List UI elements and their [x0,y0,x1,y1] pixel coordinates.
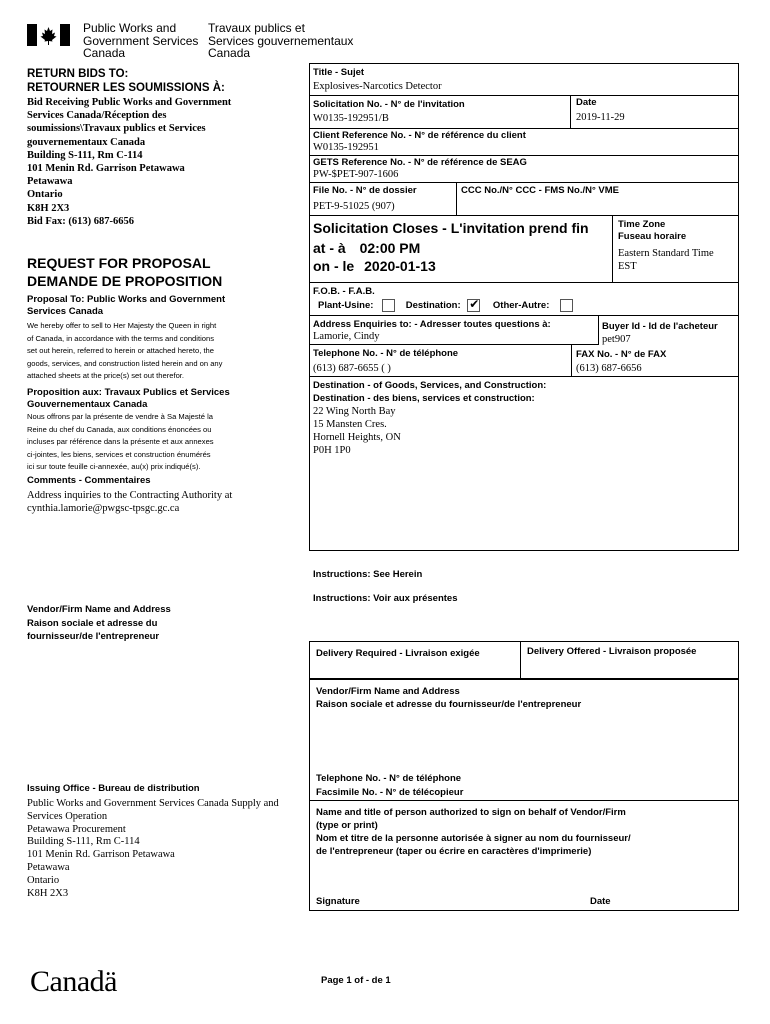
vendor-label-fr: Raison sociale et adresse du fournisseur/de l'entrepreneur [316,698,582,710]
rfp-title-en: REQUEST FOR PROPOSAL [27,255,211,271]
on-label: on - le [313,258,355,274]
proposal-text-line: goods, services, and construction listed herein and on any [27,358,223,368]
destination-goods-label [313,380,546,405]
destination-line: P0H 1P0 [313,445,351,456]
other-checkbox[interactable] [560,299,573,312]
proposal-to-line: Proposal To: Public Works and Government [27,294,226,305]
fax-label: FAX No. - N° de FAX [576,349,667,360]
address-line: 101 Menin Rd. Garrison Petawawa [27,163,185,175]
solicitation-no-label: Solicitation No. - N° de l'invitation [313,99,465,110]
dept-fr-line: Travaux publics et [208,21,305,35]
issuing-line: K8H 2X3 [27,887,69,899]
address-line: Petawawa [27,176,73,188]
proposal-to-label [27,294,225,317]
proposition-text [27,411,214,474]
auth-line: Nom et titre de la personne autorisée à signer au nom du fournisseur/ [316,833,631,844]
closing-date [313,258,436,274]
solicitation-no-value[interactable]: W0135-192951/B [313,113,389,124]
telephone-label: Telephone No. - N° de téléphone [313,348,459,359]
proposition-label [27,387,230,410]
file-no-label: File No. - N° de dossier [313,185,417,196]
destination-checkbox[interactable] [467,299,480,312]
destination-line: 22 Wing North Bay [313,406,396,417]
address-line: gouvernementaux Canada [27,136,146,148]
destination-label-fr: Destination - des biens, services et construction: [313,392,535,404]
issuing-line: Services Operation [27,810,108,822]
return-bids-title-en: RETURN BIDS TO: [27,68,129,80]
address-enquiries-label: Address Enquiries to: - Adresser toutes questions à: [313,319,551,330]
vendor-firm-label-left [27,603,171,644]
page-number: Page 1 of - de 1 [321,975,391,986]
instructions-en: Instructions: See Herein [313,569,423,580]
plant-label: Plant-Usine: [318,300,374,312]
destination-address[interactable] [313,405,401,457]
time-zone-fr: Fuseau horaire [618,231,687,242]
dept-en-line: Government Services [83,33,199,48]
proposition-line: Proposition aux: Travaux Publics et Services [27,387,230,398]
proposal-text-line: set out herein, referred to herein or attached hereto, the [27,346,215,356]
closing-time-value[interactable]: 02:00 PM [359,240,421,256]
bid-fax: Bid Fax: (613) 687-6656 [27,215,135,227]
client-reference-label: Client Reference No. - N° de référence du client [313,130,526,141]
vendor-label-line: Vendor/Firm Name and Address [27,604,171,615]
return-bids-title [27,67,225,95]
client-reference-value[interactable]: W0135-192951 [313,142,379,153]
auth-line: (type or print) [316,820,378,831]
plant-checkbox[interactable] [382,299,395,312]
vendor-contact-labels [316,772,463,799]
contracting-email: cynthia.lamorie@pwgsc-tpsgc.gc.ca [27,502,180,514]
comments-line: Address inquiries to the Contracting Authority at [27,490,233,501]
canada-wordmark-text: Canadä [30,965,117,998]
department-name-en [83,22,198,60]
vendor-firm-label [316,686,581,711]
address-line: soumissions\Travaux publics et Services [27,123,206,135]
time-zone-en: Time Zone [618,219,666,230]
address-line: K8H 2X3 [27,202,70,214]
title-label: Title - Sujet [313,67,365,78]
buyer-id-value[interactable]: pet907 [602,334,631,345]
proposition-text-line: Nous offrons par la présente de vendre à Sa Majesté la [27,412,214,421]
destination-label: Destination: [405,300,461,312]
issuing-line: Ontario [27,874,60,886]
signature-date-label[interactable]: Date [590,896,611,907]
dept-fr-line: Canada [208,46,251,60]
destination-line: Hornell Heights, ON [313,432,401,443]
issuing-line: Building S-111, Rm C-114 [27,836,140,848]
issuing-line: Public Works and Government Services Canada Supply and [27,798,279,809]
date-label: Date [576,97,597,108]
time-zone-value[interactable] [618,247,714,273]
delivery-offered-label[interactable]: Delivery Offered - Livraison proposée [527,646,697,657]
fob-options [318,299,573,312]
fax-value[interactable]: (613) 687-6656 [576,363,642,374]
time-zone-label [618,219,686,243]
return-bids-address [27,96,231,228]
proposition-text-line: ici sur toute feuille ci-annexée, au(x) prix indiqué(s). [27,462,201,472]
vendor-telephone-label: Telephone No. - N° de téléphone [316,773,462,784]
telephone-value[interactable]: (613) 687-6655 ( ) [313,363,391,374]
proposition-text-line: ci-jointes, les biens, services et construction énumérés [27,449,211,459]
ccc-no-label: CCC No./N° CCC - FMS No./N° VME [461,185,620,196]
canada-flag-icon [27,24,70,46]
check-mark-icon: ✔ [469,297,480,311]
auth-line: de l'entrepreneur (taper ou écrire en caractères d'imprimerie) [316,846,592,857]
destination-label-en: Destination - of Goods, Services, and Construction: [313,380,547,391]
address-line: Services Canada/Réception des [27,110,167,122]
issuing-line: Petawawa Procurement [27,823,126,835]
proposition-line: Gouvernementaux Canada [27,398,148,410]
return-bids-title-fr: RETOURNER LES SOUMISSIONS À: [27,82,225,94]
solicitation-closes-label: Solicitation Closes - L'invitation prend fin [313,220,589,236]
buyer-id-label: Buyer Id - Id de l'acheteur [602,321,718,332]
address-line: Ontario [27,189,63,201]
dept-en-line: Public Works and [83,21,177,35]
vendor-facsimile-label: Facsimile No. - N° de télécopieur [316,786,464,798]
comments-label: Comments - Commentaires [27,475,151,486]
delivery-required-label: Delivery Required - Livraison exigée [316,648,480,659]
dept-fr-line: Services gouvernementaux [208,33,354,48]
rfp-title-fr: DEMANDE DE PROPOSITION [27,273,223,289]
date-value[interactable]: 2019-11-29 [576,112,625,123]
gets-reference-label: GETS Reference No. - N° de référence de SEAG [313,157,527,168]
proposition-text-line: Reine du chef du Canada, aux conditions énoncées ou [27,424,212,434]
vendor-label-line: Raison sociale et adresse du [27,617,158,629]
proposition-text-line: incluses par référence dans la présente et aux annexes [27,437,214,447]
time-zone-abbr: EST [618,261,637,272]
fob-label: F.O.B. - F.A.B. [313,286,375,297]
file-no-value[interactable]: PET-9-51025 (907) [313,201,395,212]
proposal-text-line: We hereby offer to sell to Her Majesty the Queen in right [27,321,217,330]
address-line: Building S-111, Rm C-114 [27,149,143,161]
issuing-office-label: Issuing Office - Bureau de distribution [27,783,200,794]
issuing-office-address [27,798,279,900]
proposal-text-line: attached sheets at the price(s) set out therefor. [27,371,185,381]
issuing-line: Petawawa [27,861,70,873]
at-label: at - à [313,240,346,256]
vendor-label-en: Vendor/Firm Name and Address [316,686,460,697]
auth-line: Name and title of person authorized to sign on behalf of Vendor/Firm [316,807,626,818]
address-line: Bid Receiving Public Works and Government [27,97,232,108]
issuing-line: 101 Menin Rd. Garrison Petawawa [27,849,175,861]
dept-en-line: Canada [83,46,126,60]
authorized-person-label [316,806,631,858]
other-label: Other-Autre: [492,300,550,312]
signature-label[interactable]: Signature [316,896,360,907]
time-zone-name: Eastern Standard Time [618,248,714,259]
closing-time [313,240,420,256]
address-enquiries-value[interactable]: Lamorie, Cindy [313,331,380,342]
proposal-text-line: of Canada, in accordance with the terms and conditions [27,333,214,343]
canada-wordmark-logo [30,965,117,999]
vendor-label-line: fournisseur/de l'entrepreneur [27,631,160,642]
department-name-fr [208,22,353,60]
title-value[interactable]: Explosives-Narcotics Detector [313,81,442,92]
destination-line: 15 Mansten Cres. [313,419,387,430]
instructions-fr: Instructions: Voir aux présentes [313,593,458,604]
gets-reference-value[interactable]: PW-$PET-907-1606 [313,169,399,180]
comments-text [27,490,232,515]
closing-date-value[interactable]: 2020-01-13 [364,258,436,274]
proposal-to-line: Services Canada [27,305,104,317]
rfp-title [27,254,222,290]
proposal-to-text [27,320,222,383]
